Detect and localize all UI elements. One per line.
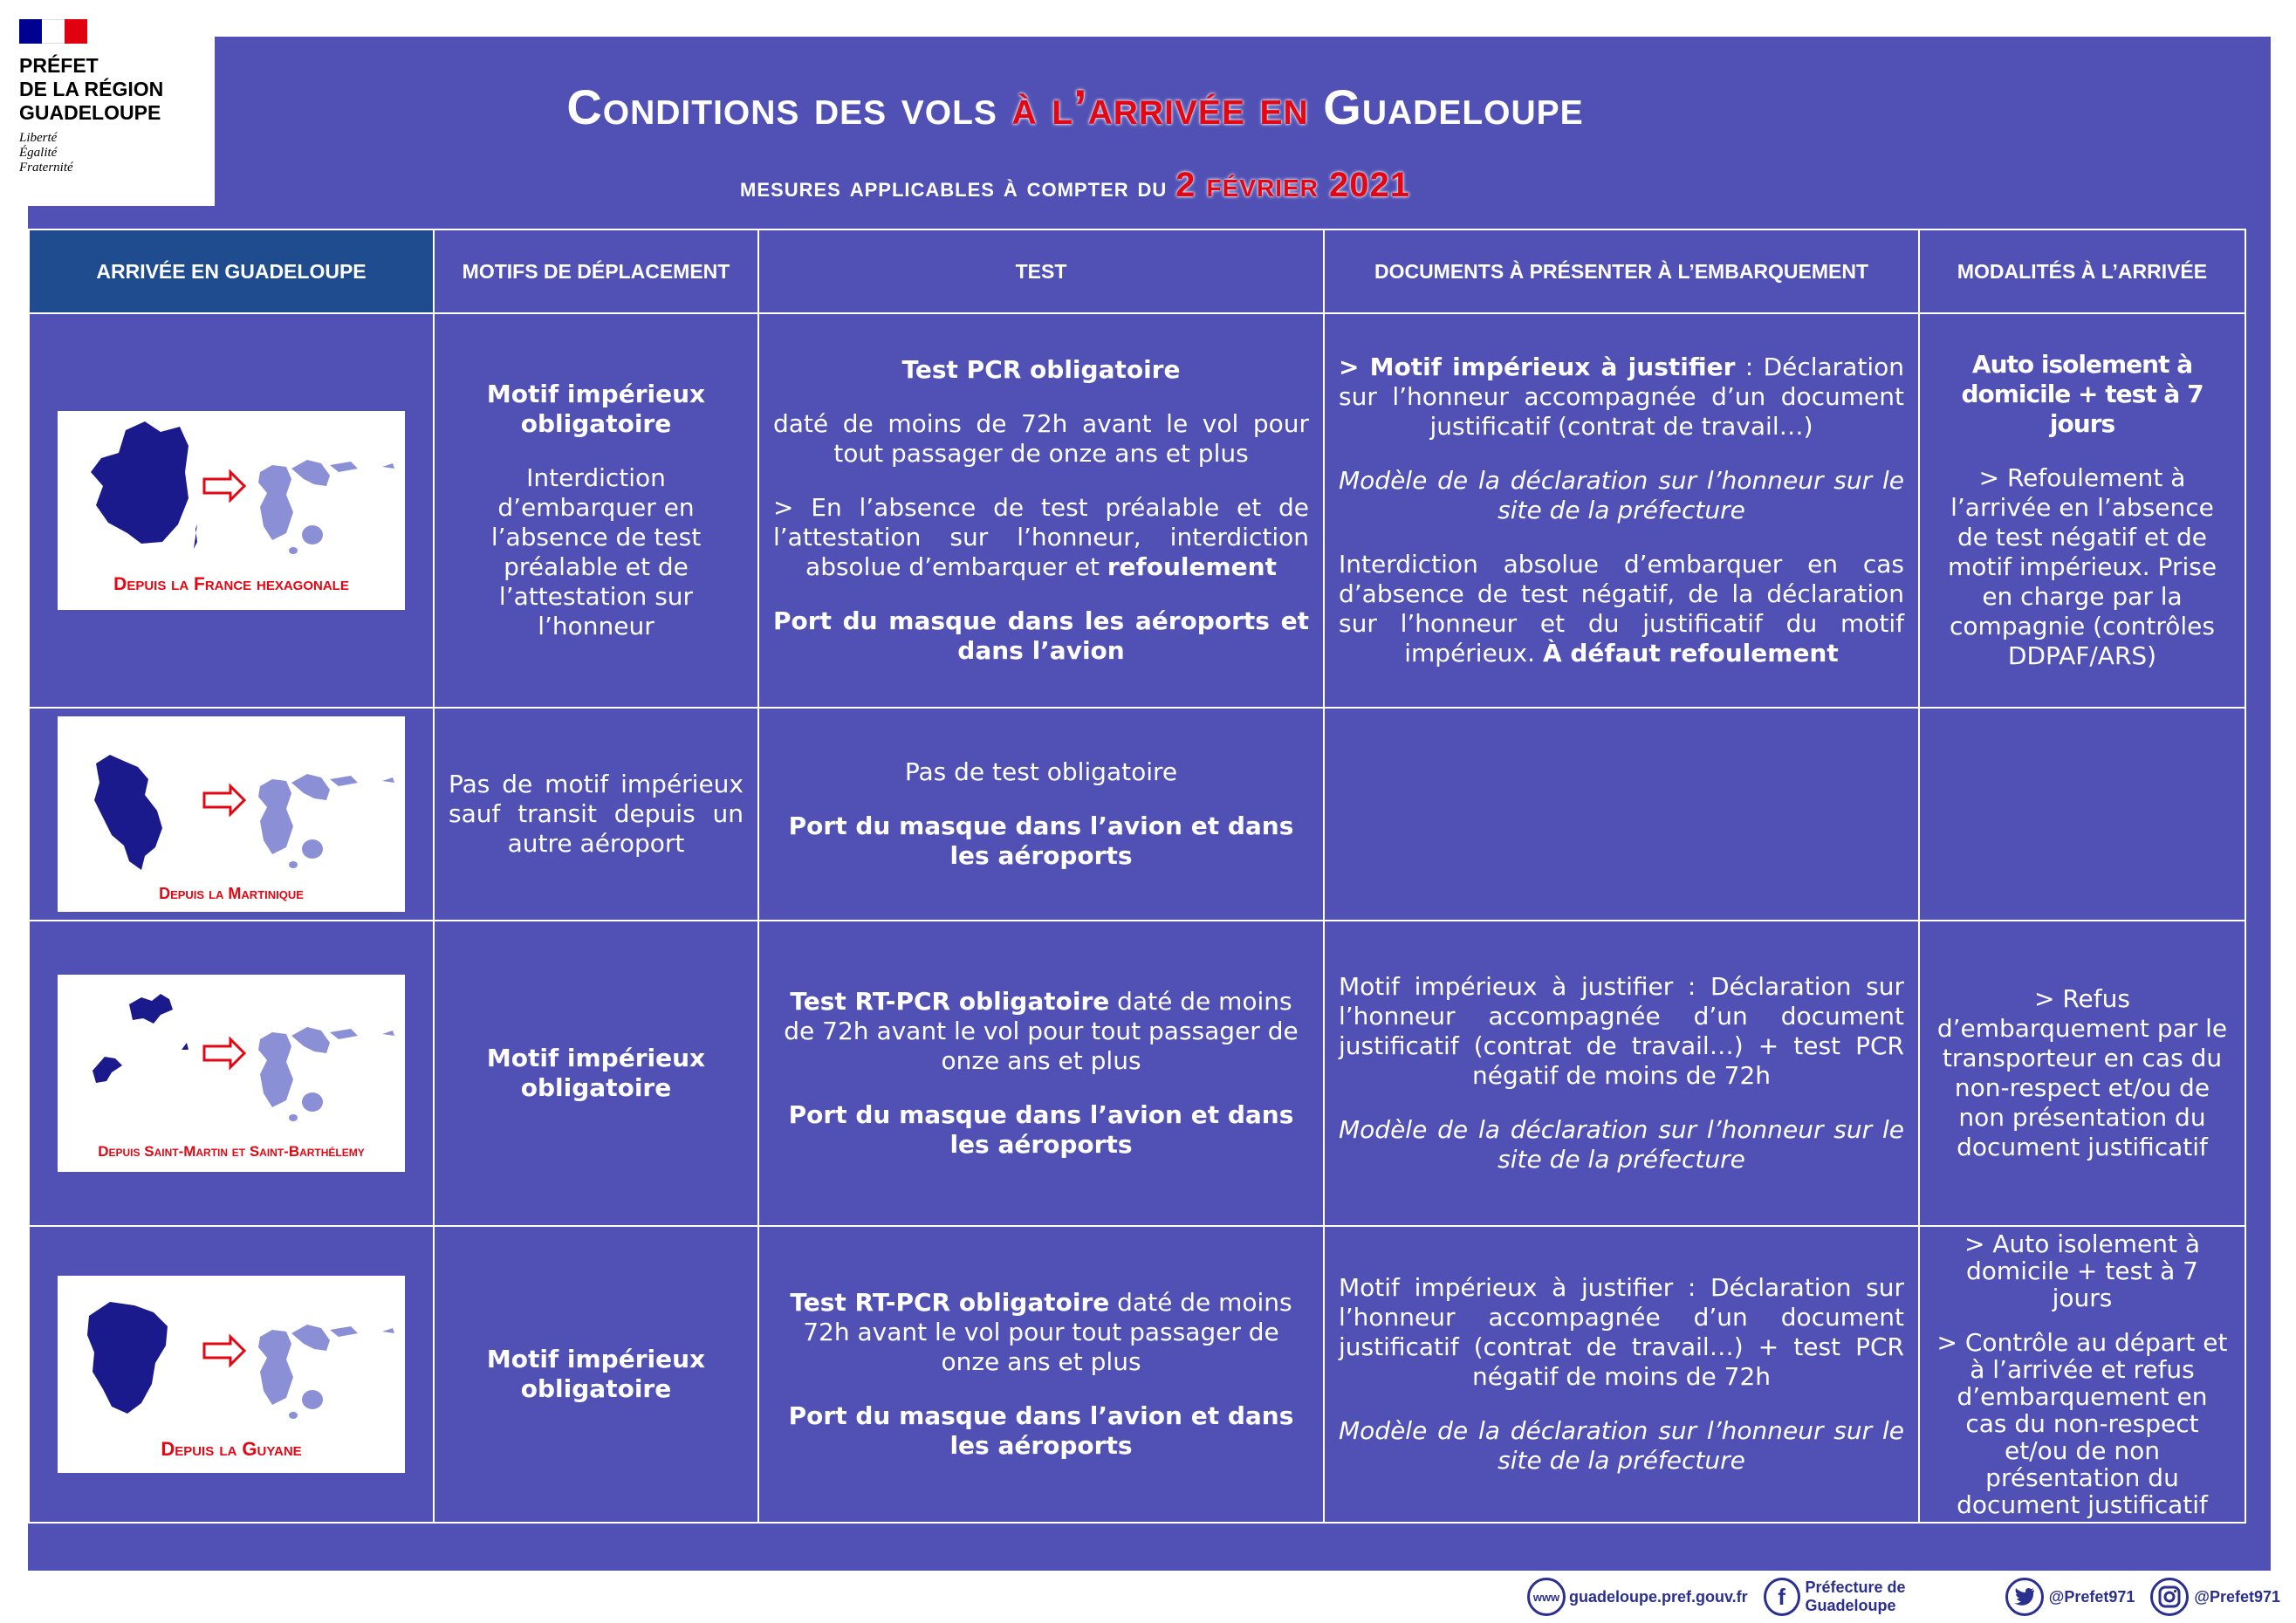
table-row (29, 1226, 2245, 1523)
documents-text: Motif impérieux à justifier : Déclaration sur l’honneur accompagnée d’un document justificatif (contrat de travail…) + test PCR négatif de moins de 72h (1339, 972, 1904, 1090)
prefecture-logo (0, 0, 215, 206)
origin-label: Depuis Saint-Martin et Saint-Barthélemy (98, 1143, 365, 1160)
origin-cell (29, 1226, 434, 1523)
mask-text: Port du masque dans les aéroports et dans l’avion (773, 606, 1309, 665)
arrival-text: > Refoulement à l’arrivée en l’absence de test négatif et de motif impérieux. Prise en charge par la compagnie (contrôles DDPAF/ARS) (1947, 463, 2217, 670)
test-text: Test RT-PCR obligatoire daté de moins de 72h avant le vol pour tout passager de onze ans et plus (784, 987, 1299, 1075)
mask-text: Port du masque dans l’avion et dans les aéroports (788, 812, 1294, 870)
twitter-icon (2005, 1578, 2044, 1616)
arrival-cell (1919, 1226, 2245, 1523)
documents-cell (1324, 708, 1919, 921)
test-cell (758, 1226, 1324, 1523)
test-cell (758, 708, 1324, 921)
test-text: Test RT-PCR obligatoire daté de moins 72h avant le vol pour tout passager de onze ans et plus (790, 1288, 1292, 1376)
measures-table (28, 229, 2246, 1524)
declaration-model-text: Modèle de la déclaration sur l’honneur sur le site de la préfecture (1339, 1115, 1904, 1174)
page-title: Conditions des vols à l’arrivée en Guadeloupe (566, 79, 1584, 134)
instagram-link[interactable]: @Prefet971 (2194, 1587, 2280, 1606)
origin-label: Depuis la Guyane (161, 1438, 302, 1460)
documents-text: > Motif impérieux à justifier : Déclaration sur l’honneur accompagnée d’un document justificatif (contrat de travail…) (1339, 353, 1904, 441)
motif-text: Interdiction d’embarquer en l’absence de test préalable et de l’attestation sur l’honneur (490, 463, 702, 640)
arrival-cell (1919, 313, 2245, 708)
mask-text: Port du masque dans l’avion et dans les aéroports (788, 1401, 1294, 1460)
origin-map-card (58, 411, 405, 610)
footer-twitter[interactable] (2005, 1578, 2135, 1616)
footer (1527, 1571, 2296, 1623)
instagram-icon (2150, 1578, 2189, 1616)
table-header-row (29, 229, 2245, 313)
arrival-text: > Auto isolement à domicile + test à 7 jours (1964, 1229, 2201, 1312)
test-text: > En l’absence de test préalable et de l’attestation sur l’honneur, interdiction absolue d’embarquer et refoulement (773, 493, 1309, 581)
republic-flag-icon (19, 19, 87, 44)
arrival-text: > Contrôle au départ et à l’arrivée et refus d’embarquement en cas du non-respect et/ou de non présentation du document justificatif (1936, 1328, 2228, 1519)
footer-facebook[interactable] (1764, 1578, 1990, 1616)
column-header: MOTIFS DE DÉPLACEMENT (434, 229, 758, 313)
test-title: Test PCR obligatoire (901, 355, 1181, 384)
test-cell (758, 921, 1324, 1226)
footer-website[interactable] (1527, 1578, 1748, 1616)
declaration-model-text: Modèle de la déclaration sur l’honneur sur le site de la préfecture (1339, 1416, 1904, 1475)
documents-text: Motif impérieux à justifier : Déclaration sur l’honneur accompagnée d’un document justificatif (contrat de travail…) + test PCR négatif de moins de 72h (1339, 1273, 1904, 1391)
facebook-link[interactable]: Préfecture de Guadeloupe (1805, 1578, 1906, 1614)
origin-map-card (58, 716, 405, 912)
table-row (29, 313, 2245, 708)
table-row (29, 921, 2245, 1226)
guyane-to-guadeloupe-map (58, 1276, 405, 1438)
motif-cell (434, 1226, 758, 1523)
documents-cell (1324, 313, 1919, 708)
documents-cell (1324, 921, 1919, 1226)
motif-title: Motif impérieux obligatoire (486, 1044, 706, 1102)
origin-label: Depuis la France hexagonale (113, 574, 349, 594)
globe-icon: www (1527, 1578, 1566, 1616)
origin-cell (29, 921, 434, 1226)
column-header: MODALITÉS À L’ARRIVÉE (1919, 229, 2245, 313)
stmartin-to-guadeloupe-map (58, 975, 405, 1137)
origin-map-card (58, 1276, 405, 1473)
documents-cell (1324, 1226, 1919, 1523)
logo-motto: Liberté Égalité Fraternité (19, 131, 73, 175)
test-text: daté de moins de 72h avant le vol pour tout passager de onze ans et plus (773, 409, 1309, 468)
documents-text: Interdiction absolue d’embarquer en cas d’absence de test négatif, de la déclaration sur l’honneur et du justificatif du motif impérieux. À défaut refoulement (1339, 550, 1904, 668)
origin-cell (29, 313, 434, 708)
motif-title: Motif impérieux obligatoire (486, 1345, 706, 1403)
declaration-model-text: Modèle de la déclaration sur l’honneur sur le site de la préfecture (1339, 466, 1904, 524)
logo-name: PRÉFET DE LA RÉGION GUADELOUPE (19, 54, 164, 124)
origin-label: Depuis la Martinique (159, 885, 304, 902)
arrival-title: Auto isolement à domicile + test à 7 jours (1961, 350, 2203, 438)
arrival-cell (1919, 708, 2245, 921)
page-subtitle: mesures applicables à compter du 2 février 2021 (740, 166, 1410, 204)
martinique-to-guadeloupe-map (58, 716, 405, 882)
motif-cell (434, 313, 758, 708)
website-link[interactable]: guadeloupe.pref.gouv.fr (1569, 1587, 1748, 1606)
footer-instagram[interactable] (2150, 1578, 2280, 1616)
france-to-guadeloupe-map (58, 411, 405, 568)
origin-map-card (58, 975, 405, 1172)
motif-cell (434, 921, 758, 1226)
column-header: ARRIVÉE EN GUADELOUPE (29, 229, 434, 313)
test-text: Pas de test obligatoire (904, 757, 1178, 786)
mask-text: Port du masque dans l’avion et dans les aéroports (788, 1100, 1294, 1159)
motif-text: Pas de motif impérieux sauf transit depuis un autre aéroport (449, 770, 744, 858)
arrival-text: > Refus d’embarquement par le transporteur en cas du non-respect et/ou de non présentation du document justificatif (1936, 984, 2228, 1161)
facebook-icon: f (1764, 1578, 1800, 1616)
motif-title: Motif impérieux obligatoire (486, 380, 706, 438)
twitter-link[interactable]: @Prefet971 (2048, 1587, 2135, 1606)
motif-cell (434, 708, 758, 921)
origin-cell (29, 708, 434, 921)
column-header: DOCUMENTS À PRÉSENTER À L’EMBARQUEMENT (1324, 229, 1919, 313)
arrival-cell (1919, 921, 2245, 1226)
column-header: TEST (758, 229, 1324, 313)
table-row (29, 708, 2245, 921)
test-cell (758, 313, 1324, 708)
